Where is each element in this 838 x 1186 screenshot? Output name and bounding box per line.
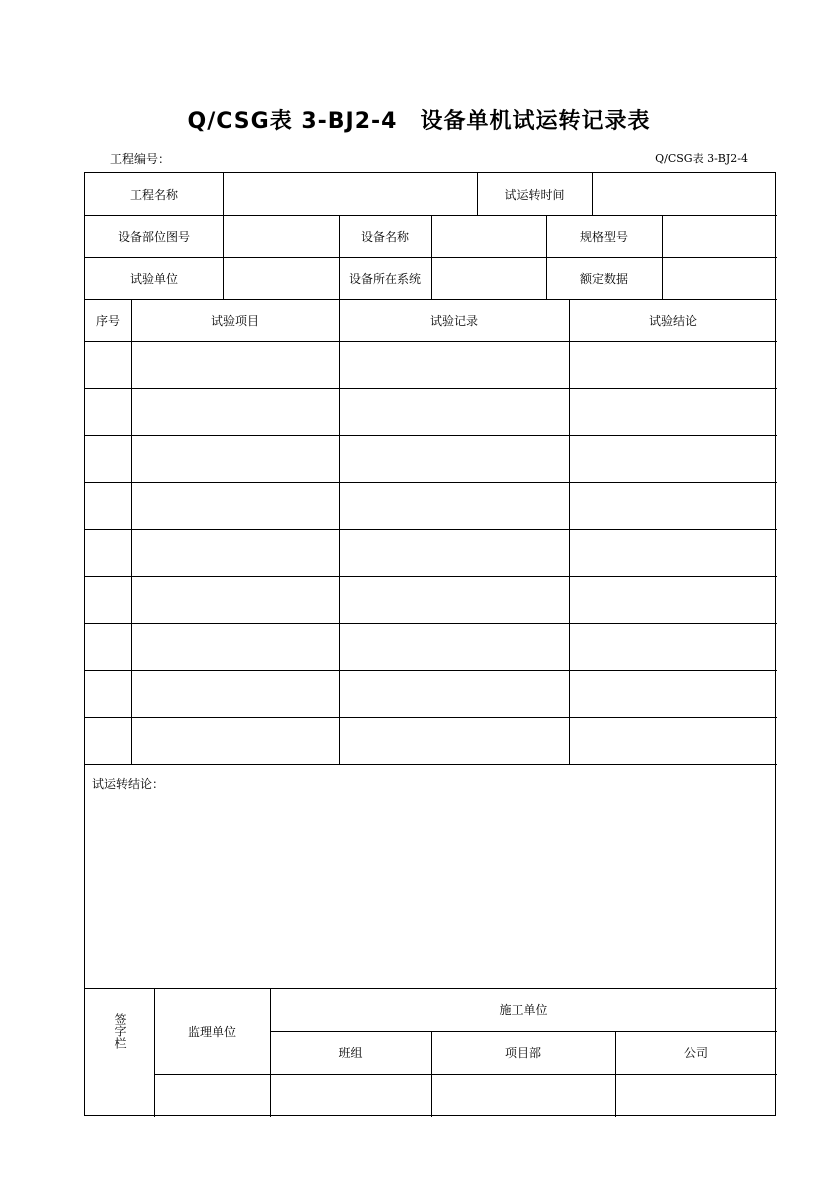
test-run-time-label: 试运转时间 xyxy=(504,187,565,202)
company-signature-field[interactable] xyxy=(616,1075,777,1117)
project-name-label: 工程名称 xyxy=(129,187,178,202)
signature-column-label: 签字栏 xyxy=(113,1013,127,1049)
test-run-time-field[interactable] xyxy=(593,173,777,215)
device-system-field[interactable] xyxy=(432,257,546,299)
device-location-drawing-field[interactable] xyxy=(224,215,339,257)
device-name-label: 设备名称 xyxy=(360,229,409,244)
column-header-record: 试验记录 xyxy=(429,313,478,328)
grid-line xyxy=(85,576,777,577)
grid-line xyxy=(85,435,777,436)
spec-model-label: 规格型号 xyxy=(579,229,628,244)
team-label: 班组 xyxy=(338,1046,363,1060)
team-signature-field[interactable] xyxy=(271,1075,431,1117)
construction-unit-label: 施工单位 xyxy=(499,1003,548,1017)
form-code: Q/CSG表 3-BJ2-4 xyxy=(655,152,748,165)
grid-line xyxy=(339,299,340,764)
supervisor-unit-label: 监理单位 xyxy=(187,1024,236,1039)
grid-line xyxy=(569,299,570,764)
grid-line xyxy=(85,764,777,765)
device-name-field[interactable] xyxy=(432,215,546,257)
record-sheet xyxy=(84,172,776,1116)
supervisor-signature-field[interactable] xyxy=(155,1075,270,1117)
project-name-field[interactable] xyxy=(224,173,477,215)
grid-line xyxy=(85,529,777,530)
rated-data-field[interactable] xyxy=(663,257,777,299)
column-header-item: 试验项目 xyxy=(210,313,259,328)
spec-model-field[interactable] xyxy=(663,215,777,257)
column-header-conclusion: 试验结论 xyxy=(648,313,697,328)
device-location-drawing-label: 设备部位图号 xyxy=(117,229,190,244)
grid-line xyxy=(85,482,777,483)
test-unit-field[interactable] xyxy=(224,257,339,299)
grid-line xyxy=(85,388,777,389)
company-label: 公司 xyxy=(683,1046,708,1060)
test-run-conclusion-label: 试运转结论： xyxy=(92,777,165,791)
project-dept-label: 项目部 xyxy=(504,1046,541,1060)
device-system-label: 设备所在系统 xyxy=(348,271,421,286)
form-title: Q/CSG表 3-BJ2-4 设备单机试运转记录表 xyxy=(187,109,651,134)
project-number-label: 工程编号： xyxy=(110,152,171,166)
grid-line xyxy=(85,623,777,624)
column-header-seq: 序号 xyxy=(95,313,120,328)
rated-data-label: 额定数据 xyxy=(579,271,628,286)
grid-line xyxy=(131,299,132,764)
test-unit-label: 试验单位 xyxy=(129,271,178,286)
project-dept-signature-field[interactable] xyxy=(432,1075,615,1117)
grid-line xyxy=(85,341,777,342)
grid-line xyxy=(85,717,777,718)
grid-line xyxy=(85,670,777,671)
